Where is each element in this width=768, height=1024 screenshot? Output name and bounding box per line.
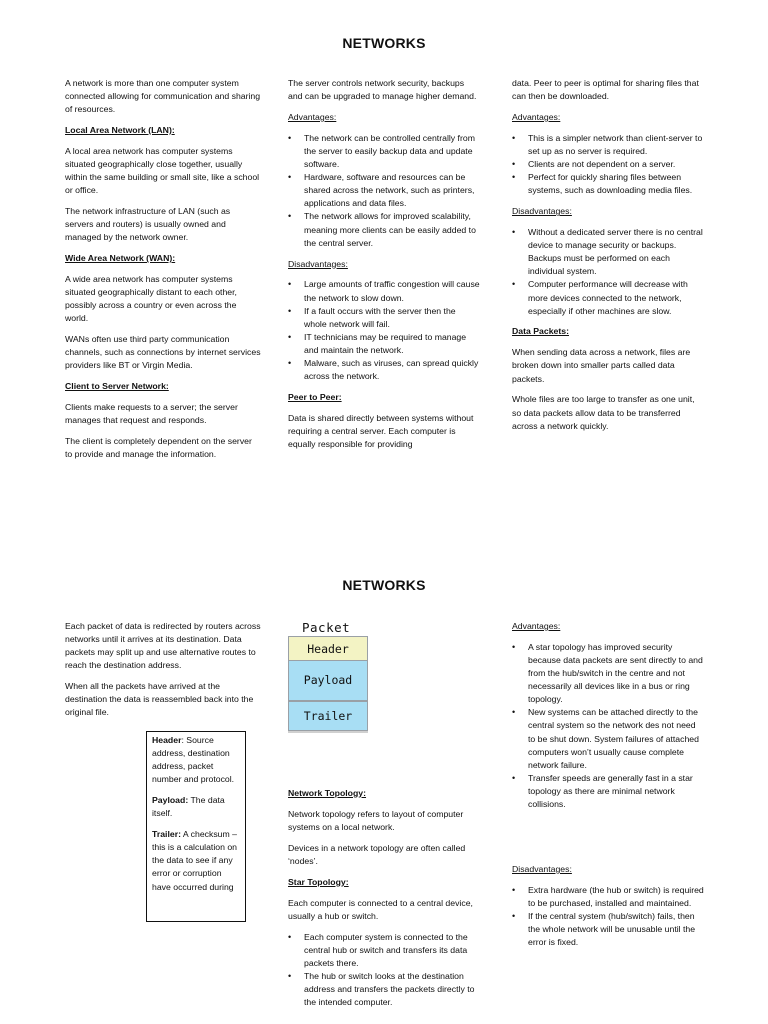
list-item: • The hub or switch looks at the destination address and transfers the packets directly to the intended computer.	[304, 970, 480, 1009]
star-topology-heading: Star Topology:	[288, 876, 349, 887]
packet-trailer-segment: Trailer	[288, 701, 368, 731]
network-topology-paragraph-1: Network topology refers to layout of computer systems on a local network.	[288, 808, 464, 832]
list-item: • This is a simpler network than client-server to set up as no server is required.	[528, 132, 704, 158]
disadvantages-heading: Disadvantages:	[512, 863, 572, 874]
disadvantages-heading: Disadvantages:	[288, 258, 348, 269]
payload-term: Payload:	[152, 795, 189, 806]
column-1	[65, 620, 261, 727]
lan-paragraph-1: A local area network has computer systems situated geographically close together, usually within the same building or small site, like a school or office.	[65, 145, 260, 196]
payload-description: The data itself.	[152, 795, 225, 819]
list-item: • New systems can be attached directly to the central system so the network des not need to be shut down. System failures of attached computers won’t usually cause complete network failure.	[528, 706, 704, 771]
trailer-description: A checksum – this is a calculation on the data to see if any error or corruption have occurred during	[152, 829, 237, 892]
list-item: • Large amounts of traffic congestion will cause the network to slow down.	[304, 278, 480, 304]
header-term: Header	[152, 735, 182, 745]
header-description: : Source address, destination address, packet number and protocol.	[152, 735, 235, 785]
list-item: • IT technicians may be required to manage and maintain the network.	[304, 331, 480, 357]
reassembly-paragraph: When all the packets have arrived at the destination the data is reassembled back into the original file.	[65, 681, 254, 718]
advantages-heading: Advantages:	[288, 111, 337, 122]
star-topology-list	[288, 931, 480, 1010]
list-item: • The network can be controlled centrally from the server to easily backup data and update software.	[304, 132, 480, 171]
page-title: NETWORKS	[342, 577, 426, 593]
star-topology-paragraph: Each computer is connected to a central device, usually a hub or switch.	[288, 897, 473, 921]
routing-paragraph: Each packet of data is redirected by routers across networks until it arrives at its destination. Data packets may split up and use alternative routes to reach the destination address.	[65, 621, 261, 671]
network-topology-heading: Network Topology:	[288, 788, 367, 798]
list-item: • Clients are not dependent on a server.	[528, 158, 704, 171]
packet-header-segment: Header	[288, 636, 368, 661]
advantages-heading: Advantages:	[512, 111, 561, 122]
list-item: • Extra hardware (the hub or switch) is required to be purchased, installed and maintained.	[528, 884, 704, 910]
lan-paragraph-2: The network infrastructure of LAN (such as servers and routers) is usually owned and managed by the network owner.	[65, 206, 231, 243]
list-item: • Each computer system is connected to the central hub or switch and transfers its data packets there.	[304, 931, 480, 970]
page-2	[0, 530, 768, 1024]
list-item: • Computer performance will decrease with more devices connected to the network, especially if other machines are slow.	[528, 278, 704, 317]
list-item: • Transfer speeds are generally fast in a star topology as there are minimal network collisions.	[528, 772, 704, 811]
client-server-paragraph-1: Clients make requests to a server; the server manages that request and responds.	[65, 402, 238, 426]
advantages-list	[288, 132, 480, 250]
list-item: • A star topology has improved security because data packets are sent directly to and from the hub/switch in the centre and not necessarily all devices like in a bus or ring topology.	[528, 641, 704, 706]
trailer-definition	[152, 828, 240, 893]
packet-payload-segment: Payload	[288, 661, 368, 701]
advantages-list	[512, 132, 704, 197]
client-server-heading: Client to Server Network:	[65, 381, 169, 392]
data-packets-paragraph-1: When sending data across a network, files are broken down into smaller parts called data packets.	[512, 347, 691, 384]
list-item: • If the central system (hub/switch) fails, then the whole network will be unusable until the error is fixed.	[528, 910, 704, 949]
list-item: • The network allows for improved scalability, meaning more clients can be easily added to the central server.	[304, 210, 480, 249]
wan-heading: Wide Area Network (WAN):	[65, 253, 176, 264]
list-item: • Without a dedicated server there is no central device to manage security or backups. Backups must be performed on each individual system.	[528, 226, 704, 278]
client-server-paragraph-2: The client is completely dependent on the server to provide and manage the information.	[65, 436, 252, 460]
server-intro: The server controls network security, backups and can be upgraded to manage higher demand.	[288, 78, 477, 102]
disadvantages-list	[512, 884, 704, 949]
list-item: • Perfect for quickly sharing files between systems, such as downloading media files.	[528, 171, 704, 197]
list-item: • If a fault occurs with the server then the whole network will fail.	[304, 305, 480, 331]
disadvantages-heading: Disadvantages:	[512, 206, 572, 217]
disadvantages-list	[288, 278, 480, 383]
list-item: • Hardware, software and resources can be shared across the network, such as printers, applications and data files.	[304, 171, 480, 210]
list-item: • Malware, such as viruses, can spread quickly across the network.	[304, 357, 480, 383]
trailer-term: Trailer:	[152, 829, 181, 840]
column-3	[512, 620, 704, 957]
data-packets-heading: Data Packets:	[512, 326, 569, 337]
lan-heading: Local Area Network (LAN):	[65, 125, 175, 136]
advantages-heading: Advantages:	[512, 621, 561, 631]
page-gap	[0, 512, 768, 530]
intro-paragraph: A network is more than one computer system connected allowing for communication and sharing of resources.	[65, 78, 261, 115]
column-2	[288, 787, 480, 1017]
blank-space	[512, 819, 704, 863]
header-definition	[152, 734, 240, 786]
wan-paragraph-1: A wide area network has computer systems situated geographically distant to each other, possibly across a country or even across the world.	[65, 274, 237, 324]
column-3	[512, 77, 704, 441]
disadvantages-list	[512, 226, 704, 318]
wan-paragraph-2: WANs often use third party communication channels, such as connections by internet services providers like BT or Virgin Media.	[65, 334, 261, 371]
packet-parts-callout	[146, 731, 246, 922]
peer-to-peer-paragraph: Data is shared directly between systems without requiring a central server. Each computer is equally responsible for providing	[288, 412, 474, 450]
peer-to-peer-continued: data. Peer to peer is optimal for sharing files that can then be downloaded.	[512, 78, 699, 102]
column-1	[65, 77, 261, 469]
column-2	[288, 77, 480, 459]
page-title: NETWORKS	[342, 35, 426, 51]
data-packets-paragraph-2: Whole files are too large to transfer as one unit, so data packets allow data to be transferred across a network quickly.	[512, 394, 695, 431]
packet-diagram-title: Packet	[302, 620, 351, 635]
packet-diagram	[288, 620, 368, 731]
peer-to-peer-heading: Peer to Peer:	[288, 391, 342, 402]
network-topology-paragraph-2: Devices in a network topology are often called ‘nodes’.	[288, 842, 466, 866]
advantages-list	[512, 641, 704, 811]
payload-definition	[152, 794, 240, 820]
